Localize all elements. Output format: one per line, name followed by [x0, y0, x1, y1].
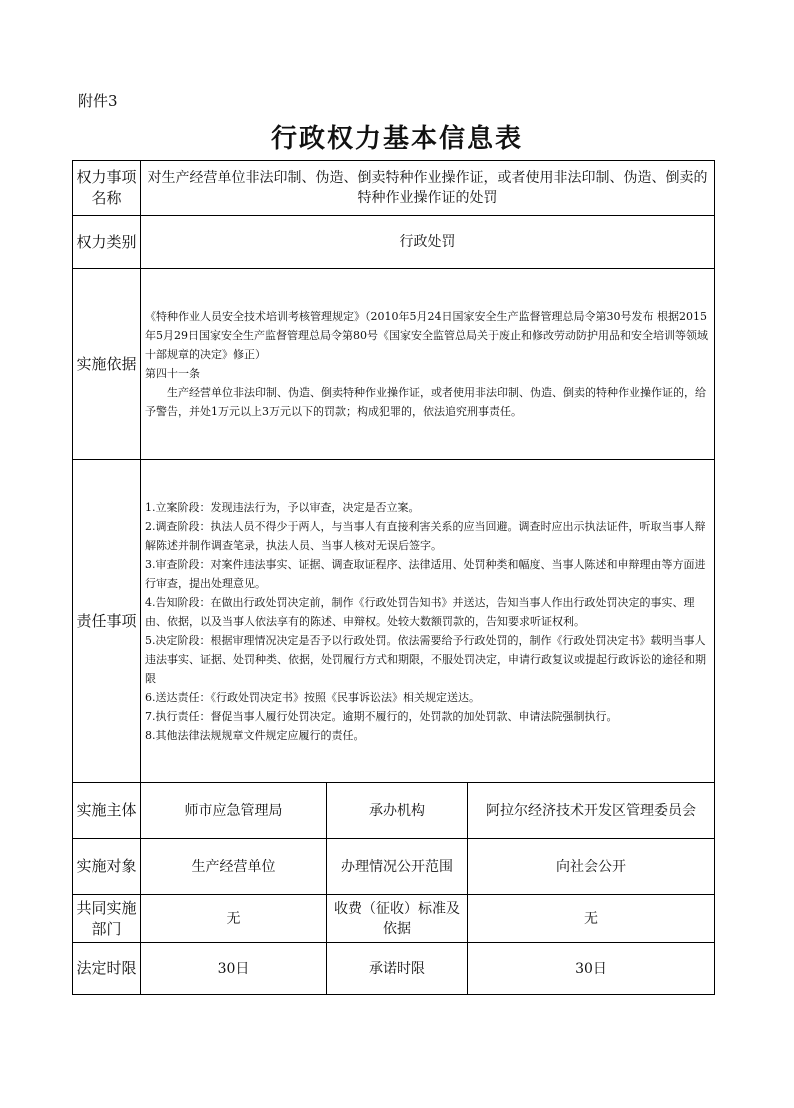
basis-text: 生产经营单位非法印制、伪造、倒卖特种作业操作证，或者使用非法印制、伪造、倒卖的特种作业操作证的，给予警告，并处1万元以上3万元以下的罚款；构成犯罪的，依法追究刑事责任。: [145, 386, 706, 418]
promise-limit-label: 承诺时限: [327, 943, 468, 995]
info-table: [72, 160, 715, 995]
responsibility-item: 1.立案阶段：发现违法行为，予以审查，决定是否立案。: [145, 500, 420, 514]
basis-article: 第四十一条: [145, 367, 200, 380]
fee-value: 无: [468, 895, 715, 943]
time-limit-value: 30日: [141, 943, 327, 995]
organizer-value: 阿拉尔经济技术开发区管理委员会: [468, 783, 715, 839]
responsibility-content: [141, 460, 715, 783]
target-label: 实施对象: [73, 839, 141, 895]
promise-limit-value: 30日: [468, 943, 715, 995]
basis-source: 《特种作业人员安全技术培训考核管理规定》（2010年5月24日国家安全生产监督管理总局令第30号发布 根据2015年5月29日国家安全生产监督管理总局令第80号《国家安全监管总局关于废止和修改劳动防护用品和安全培训等领域十部规章的决定》修正）: [145, 310, 708, 361]
implementer-label: 实施主体: [73, 783, 141, 839]
row-time-limit: [73, 943, 715, 995]
row-responsibility: [73, 460, 715, 783]
disclosure-label: 办理情况公开范围: [327, 839, 468, 895]
row-joint: [73, 895, 715, 943]
row-target: [73, 839, 715, 895]
row-implementer: [73, 783, 715, 839]
item-name-value: 对生产经营单位非法印制、伪造、倒卖特种作业操作证，或者使用非法印制、伪造、倒卖的特种作业操作证的处罚: [141, 161, 715, 216]
item-name-label: 权力事项名称: [73, 161, 141, 216]
joint-value: 无: [141, 895, 327, 943]
fee-label: 收费（征收）标准及依据: [327, 895, 468, 943]
responsibility-item: 3.审查阶段：对案件违法事实、证据、调查取证程序、法律适用、处罚种类和幅度、当事人陈述和申辩理由等方面进行审查，提出处理意见。: [145, 557, 706, 590]
responsibility-item: 2.调查阶段：执法人员不得少于两人，与当事人有直接利害关系的应当回避。调查时应出示执法证件，听取当事人辩解陈述并制作调查笔录，执法人员、当事人核对无误后签字。: [145, 519, 706, 552]
responsibility-item: 5.决定阶段：根据审理情况决定是否予以行政处罚。依法需要给予行政处罚的，制作《行政处罚决定书》载明当事人违法事实、证据、处罚种类、依据，处罚履行方式和期限，不服处罚决定，申请行政复议或提起行政诉讼的途径和期限: [145, 633, 706, 685]
responsibility-label: 责任事项: [73, 460, 141, 783]
joint-label: 共同实施部门: [73, 895, 141, 943]
time-limit-label: 法定时限: [73, 943, 141, 995]
disclosure-value: 向社会公开: [468, 839, 715, 895]
row-basis: [73, 269, 715, 460]
implementer-value: 师市应急管理局: [141, 783, 327, 839]
category-value: 行政处罚: [141, 216, 715, 269]
basis-label: 实施依据: [73, 269, 141, 460]
responsibility-item: 7.执行责任：督促当事人履行处罚决定。逾期不履行的，处罚款的加处罚款、申请法院强制执行。: [145, 709, 618, 723]
responsibility-item: 4.告知阶段：在做出行政处罚决定前，制作《行政处罚告知书》并送达，告知当事人作出行政处罚决定的事实、理由、依据，以及当事人依法享有的陈述、申辩权。处较大数额罚款的，告知要求听证权利。: [145, 595, 695, 628]
page-title: 行政权力基本信息表: [270, 124, 523, 154]
row-category: [73, 216, 715, 269]
responsibility-item: 6.送达责任：《行政处罚决定书》按照《民事诉讼法》相关规定送达。: [145, 690, 480, 704]
attachment-label: 附件3: [78, 92, 118, 110]
row-item-name: [73, 161, 715, 216]
basis-content: [141, 269, 715, 460]
target-value: 生产经营单位: [141, 839, 327, 895]
organizer-label: 承办机构: [327, 783, 468, 839]
responsibility-item: 8.其他法律法规规章文件规定应履行的责任。: [145, 728, 365, 742]
category-label: 权力类别: [73, 216, 141, 269]
